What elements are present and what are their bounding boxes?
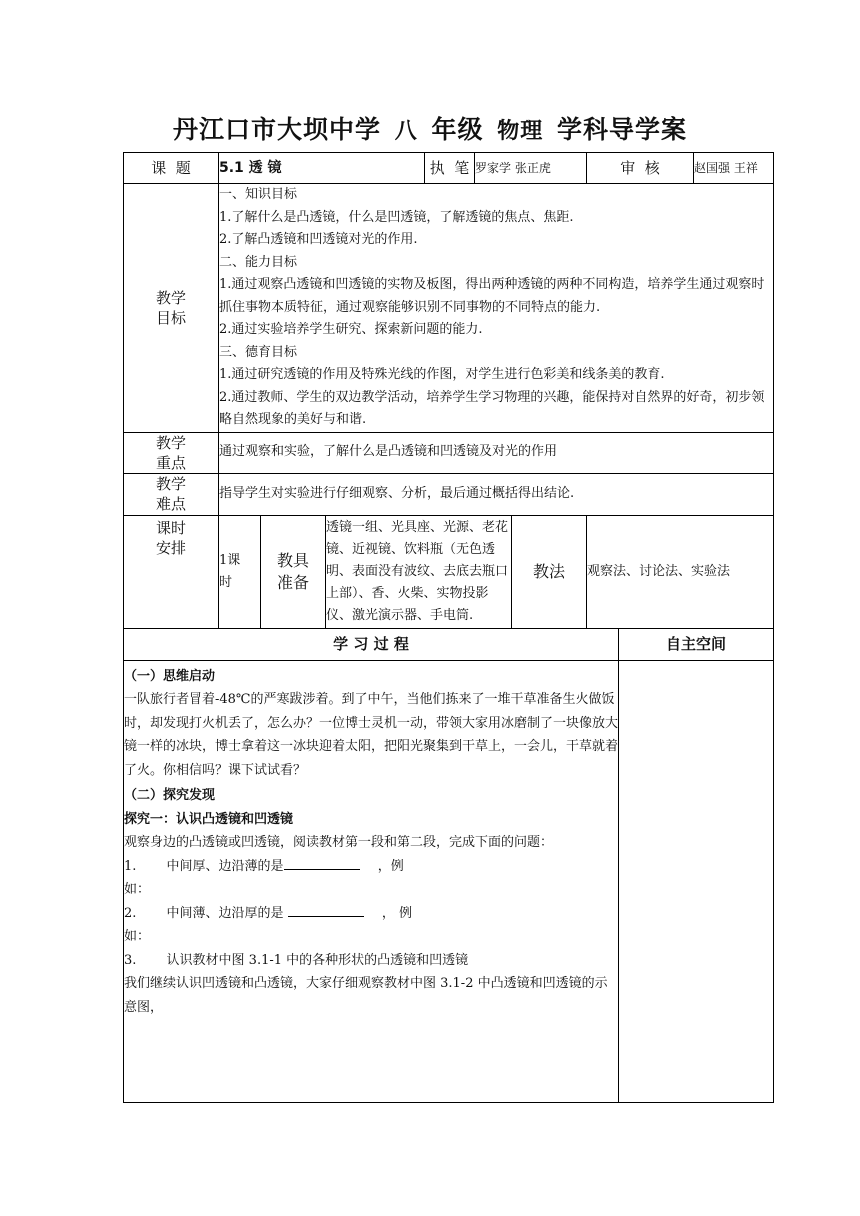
- closing-text: 我们继续认识凹透镜和凸透镜，大家仔细观察教材中图 3.1-2 中凸透镜和凹透镜的示意图，: [124, 976, 608, 1015]
- grade-value: 八: [394, 118, 418, 144]
- key-points-label: 教学 重点: [124, 432, 219, 473]
- difficulties-text: 指导学生对实验进行仔细观察、分析，最后通过概括得出结论.: [219, 473, 774, 515]
- document-title: [0, 110, 860, 146]
- process-content: [124, 660, 619, 1102]
- question-number: 2.: [124, 905, 137, 921]
- objective-line: 2.通过实验培养学生研究、探索新问题的能力.: [219, 322, 483, 337]
- objectives-row: [124, 184, 774, 433]
- difficulties-row: [124, 473, 774, 515]
- question-1: [124, 855, 618, 879]
- question-number: 3.: [124, 952, 137, 968]
- question-tail: ， 例: [381, 905, 412, 921]
- process-title: 学 习 过 程: [124, 628, 619, 660]
- question-1-cont: 如：: [124, 882, 151, 897]
- topic-label: 课 题: [124, 153, 219, 184]
- methods-list: 观察法、讨论法、实验法: [587, 515, 774, 628]
- objective-line: 一、知识目标: [219, 187, 298, 202]
- tools-list: 透镜一组、光具座、光源、老花镜、近视镜、饮料瓶（无色透明、表面没有波纹、去底去瓶口上部）、香、火柴、实物投影仪、激光演示器、手电筒.: [326, 515, 512, 628]
- key-points-row: [124, 432, 774, 473]
- question-text: 认识教材中图 3.1-1 中的各种形状的凸透镜和凹透镜: [166, 952, 469, 968]
- tools-label: 教具 准备: [261, 515, 326, 628]
- schedule-label: 课时 安排: [124, 515, 219, 628]
- objective-line: 1.通过观察凸透镜和凹透镜的实物及板图，得出两种透镜的两种不同构造，培养学生通过观察时抓住事物本质特征，通过观察能够识别不同事物的不同特点的能力.: [219, 277, 765, 315]
- question-2: [124, 902, 618, 926]
- section-explore-intro: 观察身边的凸透镜或凹透镜，阅读教材第一段和第二段，完成下面的问题：: [124, 835, 554, 850]
- lesson-plan-table: [123, 152, 774, 1103]
- process-content-row: [124, 660, 774, 1102]
- answer-blank[interactable]: [284, 855, 360, 870]
- objective-line: 2.通过教师、学生的双边教学活动，培养学生学习物理的兴趣，能保持对自然界的好奇，初步领略自然现象的美好与和谐.: [219, 389, 765, 427]
- section-thinking-text: 一队旅行者冒着-48℃的严寒跋涉着。到了中午，当他们拣来了一堆干草准备生火做饭时，却发现打火机丢了，怎么办？一位博士灵机一动，带领大家用冰磨制了一块像放大镜一样的冰块，博士拿着这一冰块迎着太阳，把阳光聚集到干草上，一会儿，干草就着了火。你相信吗？课下试试看？: [124, 692, 619, 778]
- schedule-row: [124, 515, 774, 628]
- grade-suffix: 年级: [431, 115, 484, 144]
- key-points-text: 通过观察和实验，了解什么是凸透镜和凹透镜及对光的作用: [219, 432, 774, 473]
- schedule-hours: 1课 时: [219, 515, 261, 628]
- side-space-area[interactable]: [619, 660, 774, 1102]
- answer-blank[interactable]: [288, 902, 364, 917]
- method-label: 教法: [512, 515, 587, 628]
- question-tail: ，例: [377, 858, 404, 874]
- objective-line: 2.了解凸透镜和凹透镜对光的作用.: [219, 232, 418, 247]
- author-value: 罗家学 张正虎: [475, 153, 587, 184]
- question-3: [124, 949, 618, 973]
- objectives-content: [219, 184, 774, 433]
- objective-line: 1.通过研究透镜的作用及特殊光线的作图，对学生进行色彩美和线条美的教育.: [219, 367, 665, 382]
- question-text: 中间厚、边沿薄的是: [166, 858, 284, 874]
- question-number: 1.: [124, 858, 137, 874]
- section-explore-title: （二）探究发现: [124, 788, 216, 803]
- question-2-cont: 如：: [124, 929, 151, 944]
- section-thinking-title: （一）思维启动: [124, 668, 216, 684]
- side-space-title: 自主空间: [619, 628, 774, 660]
- doc-type: 学科导学案: [556, 115, 687, 144]
- objective-line: 1.了解什么是凸透镜，什么是凹透镜，了解透镜的焦点、焦距.: [219, 209, 574, 225]
- section-explore-subtitle: 探究一：认识凸透镜和凹透镜: [124, 811, 294, 827]
- objective-line: 三、德育目标: [219, 344, 298, 360]
- objectives-label: 教学 目标: [124, 184, 219, 433]
- review-label: 审 核: [587, 153, 694, 184]
- info-row: [124, 153, 774, 184]
- subject-value: 物理: [497, 118, 544, 144]
- topic-value: 5.1 透 镜: [219, 153, 425, 184]
- review-value: 赵国强 王祥: [694, 153, 774, 184]
- school-name: 丹江口市大坝中学: [173, 115, 382, 144]
- author-label: 执 笔: [425, 153, 475, 184]
- process-header-row: [124, 628, 774, 660]
- question-text: 中间薄、边沿厚的是: [166, 905, 284, 921]
- objective-line: 二、能力目标: [219, 254, 298, 270]
- difficulties-label: 教学 难点: [124, 473, 219, 515]
